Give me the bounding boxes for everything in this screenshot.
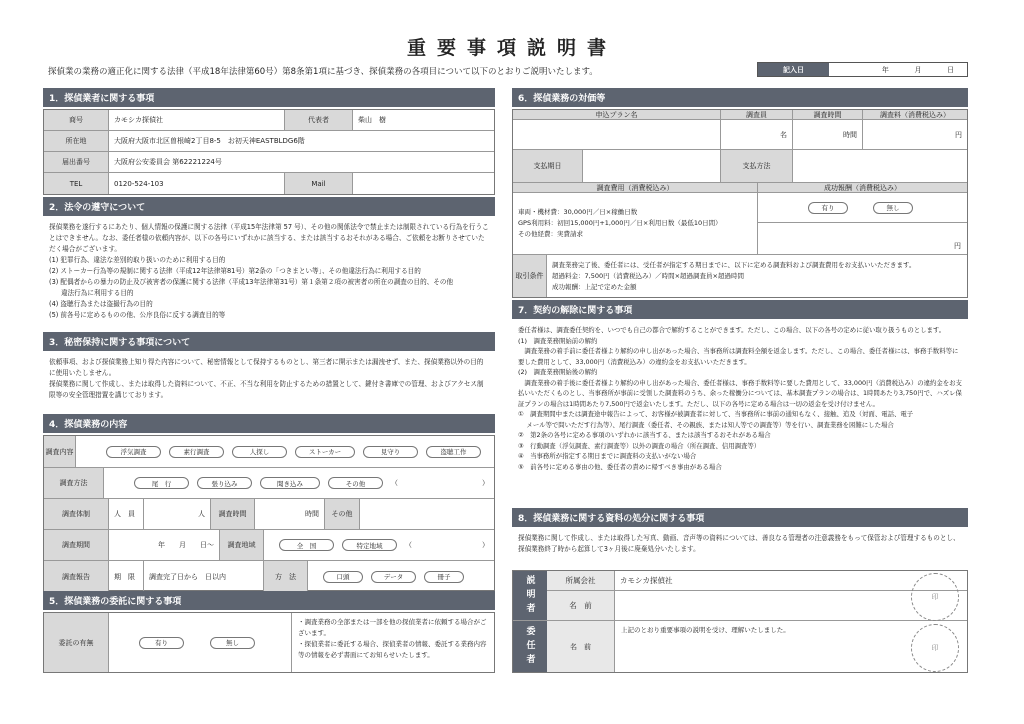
section7-body: 委任者様は、調査委任契約を、いつでも自己の都合で解約することができます。ただし、この場合、以下の各号の定めに従い取り扱うものとします。 (1) 調査業務開始前の解約 調査業務の着手前に委任者様より解約の申し出があった場合、当事務所は調査料全額を返金します。ただし、この場合、委任者様には、事務手数料等に要した費用として、33,000円（消費税込み）の違約金をお支払いいただきます。 (2) 調査業務開始後の解約 調査業務の着手後に委任者様より解約の申し出があった場合、委任者様は、事務手数料等に要した費用として、33,000円（消費税込み）の違約金をお支払いいただくものとし、当事務所が事前に受領した調査料のうち、余った稼働分については、基本調査プランの場合は、1時間あたり3,750円で、ハズレ保証プランの場合は1時間あたり7,500円で返金いたします。ただし、以下の各号に定める場合は一切の返金を受け付けません。 ① 調査期間中または調査途中報告によって、お客様が被調査者に対して、当事務所に事前の通知もなく、接触、追及（対面、電話、電子 メール等で問いただす行為等）、尾行調査（委任者、その親族、または知人等での調査等）等を行い、調査業務を困難にした場合 ② 第2条の各号に定める事項のいずれかに該当する、または該当するおそれがある場合 ③ 行動調査（浮気調査、素行調査等）以外の調査の場合（所在調査、信用調査等） ④ 当事務所が指定する期日までに調査料の支払いがない場合 ⑤ 前各号に定める事由の他、委任者の責めに帰すべき事由がある場合 xyxy=(518,326,962,471)
intro-text: 探偵業の業務の適正化に関する法律（平成18年法律第60号）第8条第1項に基づき、探偵業務の各項目について以下のとおりご説明いたします。 xyxy=(48,67,598,77)
stamp-circle-1: 印 xyxy=(911,573,959,621)
section6-heading: 6．探偵業務の対価等 xyxy=(512,88,968,107)
option-zenkoku[interactable]: 全 国 xyxy=(279,539,334,551)
option-hitosagashi[interactable]: 人探し xyxy=(232,446,287,458)
date-label: 記入日 xyxy=(758,63,829,76)
section5-table: 委託の有無 有り 無し ・調査業務の全部または一部を他の探偵業者に依頼する場合がございます。 ・探偵業者に委託する場合、探偵業者の情報、委託する業務内容等の情報を必ず書面にてお知らせいたします。 xyxy=(43,612,495,673)
section1-table: 商号 カモシカ探偵社 代表者 柴山 樹 所在地 大阪府大阪市北区曽根崎2丁目8-5 お初天神EASTBLDG6階 届出番号 大阪府公安委員会 第62221224号 TEL 0120-524-103 Mail xyxy=(43,109,495,195)
option-mimamori[interactable]: 見守り xyxy=(363,446,418,458)
date-field[interactable]: 記入日 年 月 日 xyxy=(757,62,968,77)
payment-method[interactable] xyxy=(793,150,967,182)
option-biko[interactable]: 尾 行 xyxy=(134,477,189,489)
staff-count[interactable]: 人 xyxy=(144,499,211,529)
option-sasshi[interactable]: 冊子 xyxy=(424,571,464,583)
option-sonota[interactable]: その他 xyxy=(328,477,383,489)
option-stalker[interactable]: ストーカー xyxy=(295,446,355,458)
mail-field[interactable] xyxy=(353,173,494,194)
signer-company: カモシカ探偵社 xyxy=(620,576,673,585)
option-itaku-nashi[interactable]: 無し xyxy=(210,637,255,649)
section6-table: 申込プラン名 調査員 調査時間 調査料（消費税込み） 名 時間 円 支払期日 支払方法 調査費用（消費税込み） 成功報酬（消費税込み） 車両・機材費：30,000円／日×稼働日数 GPS利用料：初回15,000円+1,000円／日×利用日数（最低10日間） その他経費：実費請求 有り 無し 円 取引条件 調査業務完了後、委任者には、受任者が指定する期日までに、以下に定める調査料および調査費用をお支払いいただきます。 超過料金：7,500円（消費税込み）／時間×超過調査員×超過時間 成功報酬：上記で定めた金額 xyxy=(512,109,968,298)
payment-date[interactable] xyxy=(583,150,721,182)
ininsha-label: 委任者 xyxy=(513,621,547,672)
option-data[interactable]: データ xyxy=(371,571,416,583)
option-tochou[interactable]: 盗聴工作 xyxy=(426,446,481,458)
registration-number: 大阪府公安委員会 第62221224号 xyxy=(114,158,222,166)
section7-heading: 7．契約の解除に関する事項 xyxy=(512,300,968,319)
plan-name[interactable] xyxy=(513,120,721,149)
section3-heading: 3．秘密保持に関する事項について xyxy=(43,332,495,351)
option-seiko-nashi[interactable]: 無し xyxy=(873,202,913,214)
representative: 柴山 樹 xyxy=(358,116,386,124)
section5-heading: 5．探偵業務の委託に関する事項 xyxy=(43,591,495,610)
section8-body: 探偵業務に関して作成し、または取得した写真、動画、音声等の資料については、善良なる管理者の注意義務をもって保管および管理するものとし、探偵業務終了時から起算して3ヶ月後に廃棄処分いたします。 xyxy=(518,534,960,553)
option-seiko-ari[interactable]: 有り xyxy=(808,202,848,214)
section2-body: 探偵業務を遂行するにあたり、個人情報の保護に関する法律（平成15年法律第 57 号）、その他の関係法令で禁止または制限されている行為を行うことはできません。なお、委任者様の依頼内容が、以下の各号にいずれかに該当する、または該当するおそれがある場合、ご依頼をお断りさせていただく場合がございます。 (1) 犯罪行為、違法な差別的取り扱いのために利用する目的 (2) ストーカー行為等の規制に関する法律（平成12年法律第81号）第2条の「つきまとい等」、その他違法行為に利用する目的 (3) 配偶者からの暴力の防止及び被害者の保護に関する法律（平成13年法律第31号）第１条第２項の被害者の所在の調査の目的、その他 違法行為に利用する目的 (4) 盗聴行為または盗撮行為の目的 (5) 前各号に定めるものの他、公序良俗に反する調査目的等 xyxy=(49,223,489,319)
phone: 0120-524-103 xyxy=(109,173,285,194)
period-field[interactable]: 年 月 日〜 xyxy=(109,530,220,560)
setsumeisha-label: 説明者 xyxy=(513,571,547,620)
page-title: 重要事項説明書 xyxy=(406,37,617,59)
option-tokutei[interactable]: 特定地域 xyxy=(342,539,397,551)
other-field[interactable] xyxy=(360,499,494,529)
hours-field[interactable]: 時間 xyxy=(255,499,325,529)
section4-heading: 4．探偵業務の内容 xyxy=(43,414,495,433)
section8-heading: 8．探偵業務に関する資料の処分に関する事項 xyxy=(512,508,968,527)
signature-table: 説明者 所属会社 カモシカ探偵社 名 前 委任者 名 前 上記のとおり重要事項の説明を受け、理解いたしました。 印 印 xyxy=(512,570,968,673)
option-kotou[interactable]: 口頭 xyxy=(323,571,363,583)
client-name-field[interactable]: 上記のとおり重要事項の説明を受け、理解いたしました。 xyxy=(621,626,790,634)
option-uwaki[interactable]: 浮気調査 xyxy=(106,446,161,458)
address: 大阪府大阪市北区曽根崎2丁目8-5 お初天神EASTBLDG6階 xyxy=(114,137,305,145)
section4-table: 調査内容 浮気調査 素行調査 人探し ストーカー 見守り 盗聴工作 調査方法 尾 行 張り込み 聞き込み その他 （ ） 調査体制 人 員 人 調査時間 時間 その他 調査期間 年 月 日〜 調査地域 全 国 特定地域 （ ） 調査報告 期 限 調査完了日から 日以内 方 法 口頭 データ 冊子 xyxy=(43,435,495,591)
option-sokou[interactable]: 素行調査 xyxy=(169,446,224,458)
option-kikikomi[interactable]: 聞き込み xyxy=(260,477,320,489)
option-harikomi[interactable]: 張り込み xyxy=(197,477,252,489)
option-itaku-ari[interactable]: 有り xyxy=(139,637,184,649)
section1-heading: 1．探偵業者に関する事項 xyxy=(43,88,495,107)
section3-body: 依頼事項、および探偵業務上知り得た内容について、秘密情報として保持するものとし、第三者に開示または漏洩せず、また、探偵業務以外の目的に使用いたしません。 探偵業務に関して作成し、または取得した資料について、不正、不当な利用を防止するための措置として、鍵付き書庫での管理、およびアクセス制限等の安全管理措置を講じております。 xyxy=(49,358,484,399)
stamp-circle-2: 印 xyxy=(911,624,959,672)
section2-heading: 2．法令の遵守について xyxy=(43,197,495,216)
report-deadline[interactable]: 調査完了日から 日以内 xyxy=(144,561,264,592)
company-name: カモシカ探偵社 xyxy=(109,110,285,130)
